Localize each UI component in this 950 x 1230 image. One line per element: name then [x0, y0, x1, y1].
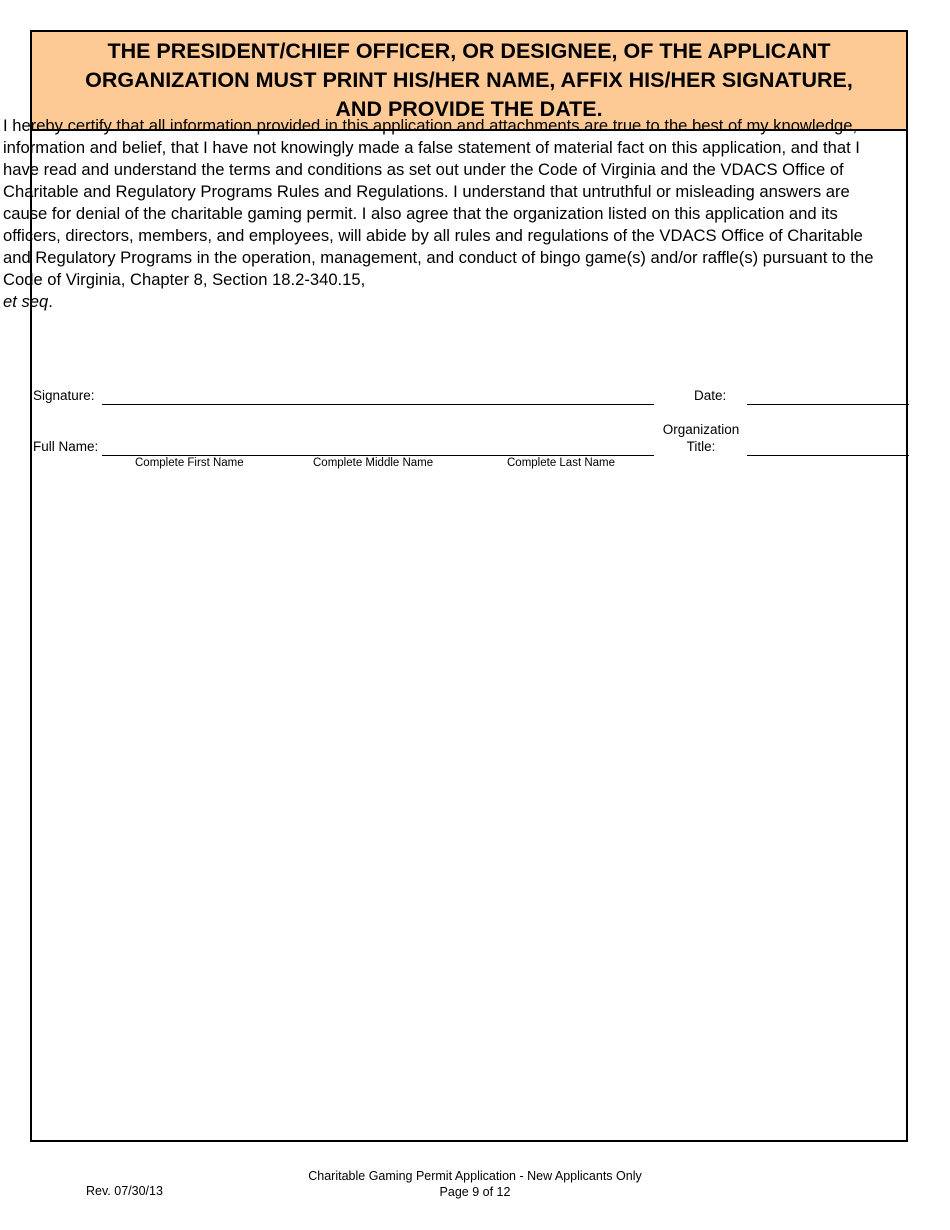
organization-title-field[interactable] [747, 455, 909, 456]
full-name-label: Full Name: [33, 439, 99, 454]
revision-date: Rev. 07/30/13 [86, 1184, 163, 1198]
certification-end: . [48, 292, 53, 311]
page-number: Page 9 of 12 [439, 1185, 511, 1199]
document-title: Charitable Gaming Permit Application - New Applicants Only [308, 1169, 642, 1183]
banner-line-1: THE PRESIDENT/CHIEF OFFICER, OR DESIGNEE, OF THE APPLICANT [107, 39, 831, 63]
last-name-caption: Complete Last Name [507, 457, 616, 469]
signature-label: Signature: [33, 388, 95, 403]
organization-title-label [651, 421, 751, 455]
full-name-field[interactable] [102, 455, 654, 456]
organization-title-label-line-2: Title: [686, 439, 716, 454]
first-name-caption: Complete First Name [135, 457, 244, 469]
date-label: Date: [694, 388, 727, 403]
footer-center [250, 1168, 700, 1200]
certification-text: I hereby certify that all information provided in this application and attachments are true to the best of my knowledge, information and belief, that I have not knowingly made a false statement of material fact on this application, and that I have read and understand the terms and conditions as set out under the Code of Virginia and the VDACS Office of Charitable and Regulatory Programs Rules and Regulations. I understand that untruthful or misleading answers are cause for denial of the charitable gaming permit. I also agree that the organization listed on this application and its officers, directors, members, and employees, will abide by all rules and regulations of the VDACS Office of Charitable and Regulatory Programs in the operation, management, and conduct of bingo game(s) and/or raffle(s) pursuant to the Code of Virginia, Chapter 8, Section 18.2-340.15, [3, 116, 874, 289]
banner-line-3: AND PROVIDE THE DATE. [335, 97, 603, 121]
certification-statement [3, 115, 875, 313]
date-field[interactable] [747, 404, 909, 405]
banner-line-2: ORGANIZATION MUST PRINT HIS/HER NAME, AFFIX HIS/HER SIGNATURE, [85, 68, 853, 92]
organization-title-label-line-1: Organization [662, 422, 740, 437]
middle-name-caption: Complete Middle Name [313, 457, 434, 469]
signature-field[interactable] [102, 404, 654, 405]
certification-emphasis: et seq [3, 292, 49, 311]
